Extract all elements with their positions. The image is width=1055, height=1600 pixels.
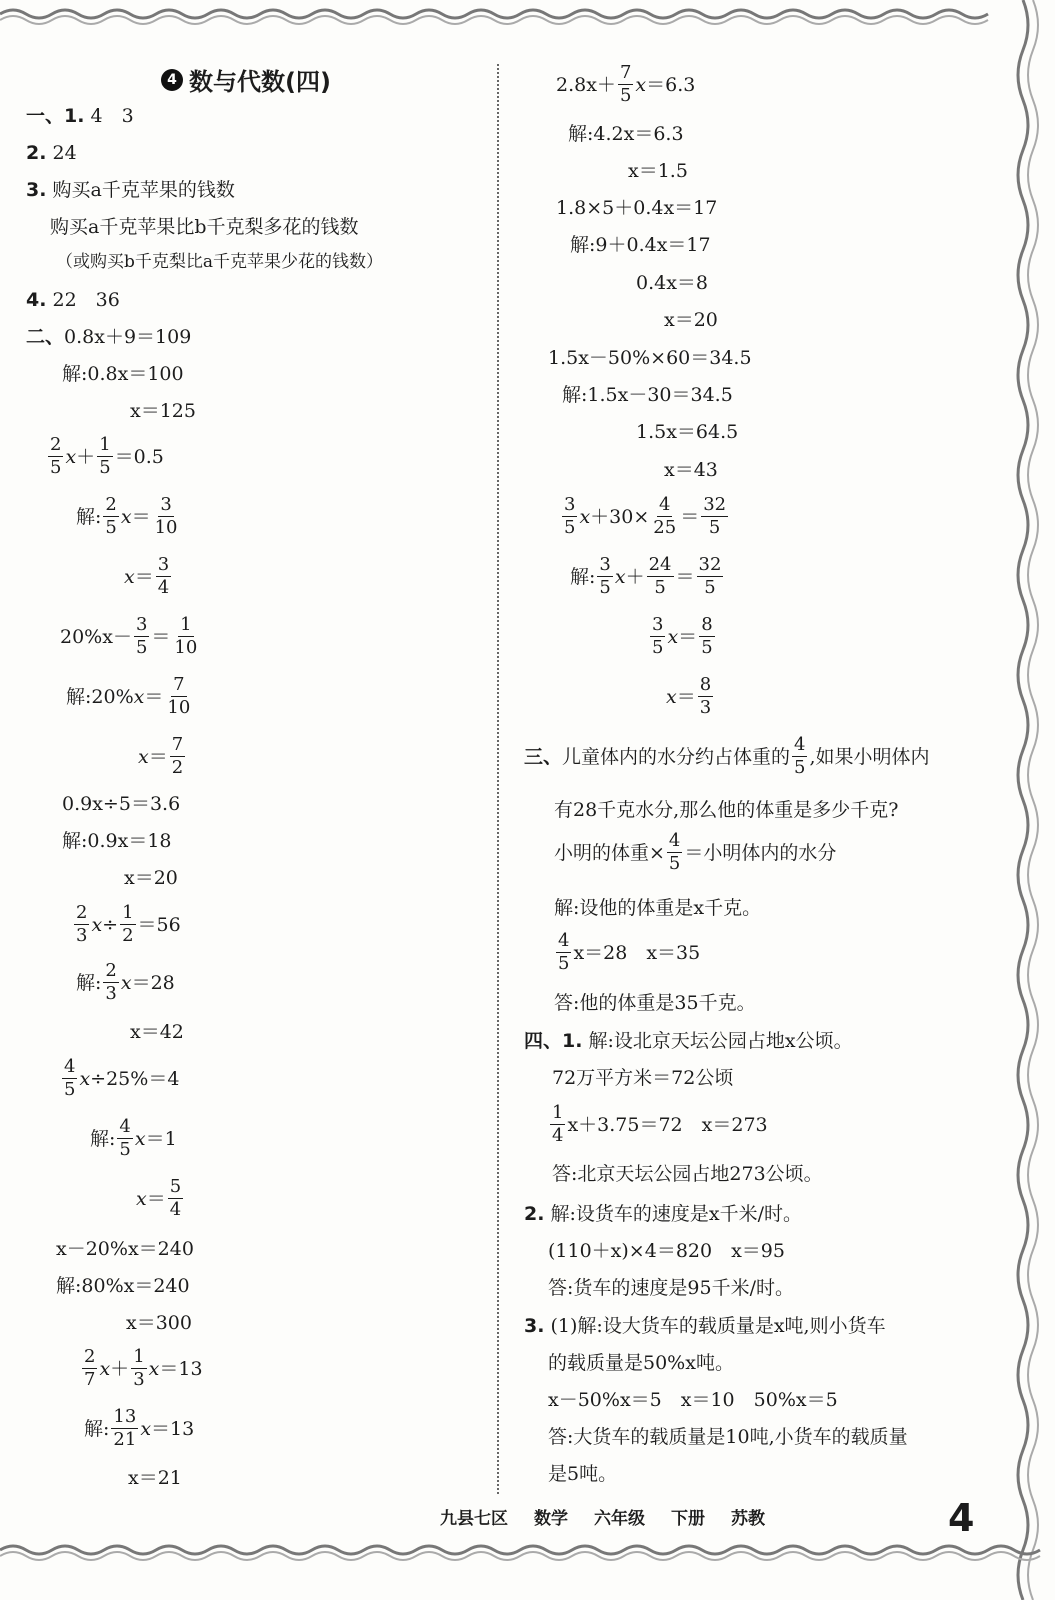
- eq-12-step-2: 3 5 x ＝ 8 5: [652, 614, 713, 658]
- problem-4-2-let: 2. 解:设货车的速度是x千米/时。: [524, 1203, 803, 1225]
- eq-8: 2 7 x ＋ 1 3 x ＝13: [84, 1346, 203, 1390]
- column-divider: [497, 64, 499, 1494]
- eq-4-step-2: x＝20: [124, 867, 178, 889]
- footer-edition: 苏教: [731, 1509, 765, 1529]
- eq-6-step-2: x ＝ 5 4: [136, 1176, 182, 1220]
- answer-1-3-line3: （或购买b千克梨比a千克苹果少花的钱数）: [56, 252, 384, 272]
- eq-9-step-1: 解:4.2x＝6.3: [568, 123, 684, 145]
- problem-3-relation: 小明的体重× $\frac{4}{5}$ ＝小明体内的水分: [554, 830, 837, 874]
- eq-9-step-2: x＝1.5: [628, 160, 688, 182]
- problem-4-3-let-line2: 的载质量是50%x吨。: [548, 1352, 734, 1374]
- eq-4: 0.9x÷5＝3.6: [62, 793, 181, 815]
- eq-1-step-1: 解:0.8x＝100: [62, 363, 184, 385]
- eq-10-step-3: x＝20: [664, 309, 718, 331]
- answer-1-2: 2. 24: [26, 142, 77, 164]
- problem-3-answer: 答:他的体重是35千克。: [554, 992, 756, 1014]
- eq-6: 4 5 x ÷25%＝4: [64, 1056, 180, 1100]
- eq-7-step-2: x＝300: [126, 1312, 192, 1334]
- eq-2-step-1: 解: 2 5 x ＝ 3 10: [76, 494, 178, 538]
- eq-11: 1.5x－50%×60＝34.5: [548, 347, 752, 369]
- eq-1: 二、 0.8x＋9＝109: [26, 326, 192, 348]
- problem-4-2-equation: (110＋x)×4＝820 x＝95: [548, 1240, 785, 1262]
- eq-12-step-3: x ＝ 8 3: [666, 674, 712, 718]
- answer-1-1: 一、1. 4 3: [26, 105, 134, 127]
- eq-1-step-2: x＝125: [130, 400, 196, 422]
- page-footer: [440, 1504, 765, 1529]
- problem-4-1-let: 四、1. 解:设北京天坛公园占地x公顷。: [524, 1030, 853, 1052]
- eq-3-step-2: x ＝ 7 2: [138, 734, 184, 778]
- eq-10-step-2: 0.4x＝8: [636, 272, 709, 294]
- eq-10-step-1: 解:9＋0.4x＝17: [570, 234, 711, 256]
- eq-11-step-2: 1.5x＝64.5: [636, 421, 739, 443]
- problem-3-line1: 三、 儿童体内的水分约占体重的 4 5 ,如果小明体内: [524, 734, 930, 778]
- problem-4-2-answer: 答:货车的速度是95千米/时。: [548, 1277, 794, 1299]
- problem-4-1-answer: 答:北京天坛公园占地273公顷。: [552, 1163, 823, 1185]
- eq-10: 1.8×5＋0.4x＝17: [556, 197, 718, 219]
- answer-1-3-line2: 购买a千克苹果比b千克梨多花的钱数: [50, 216, 359, 238]
- footer-region: 九县七区: [440, 1509, 508, 1529]
- eq-6-step-1: 解: 4 5 x ＝1: [90, 1116, 177, 1160]
- eq-2: 2 5 x ＋ 1 5 ＝0.5: [50, 434, 164, 478]
- page-title: 数与代数(四): [189, 68, 331, 96]
- footer-grade: 六年级: [594, 1509, 645, 1529]
- problem-3-let: 解:设他的体重是x千克。: [554, 897, 762, 919]
- answer-1-3: 3. 购买a千克苹果的钱数: [26, 179, 235, 201]
- eq-7-step-1: 解:80%x＝240: [56, 1275, 190, 1297]
- eq-5-step-2: x＝42: [130, 1021, 184, 1043]
- section-badge: 4: [161, 69, 183, 91]
- problem-4-3-let: 3. (1)解:设大货车的载质量是x吨,则小货车: [524, 1315, 886, 1337]
- eq-7: x－20%x＝240: [56, 1238, 194, 1260]
- eq-3: 20%x－ 3 5 ＝ 1 10: [60, 614, 198, 658]
- problem-4-1-convert: 72万平方米＝72公顷: [552, 1067, 734, 1089]
- eq-9: 2.8x＋ 7 5 x ＝6.3: [556, 62, 696, 106]
- eq-11-step-3: x＝43: [664, 459, 718, 481]
- footer-volume: 下册: [671, 1509, 705, 1529]
- section-title: [161, 62, 331, 97]
- eq-3-step-1: 解:20% x ＝ 7 10: [66, 674, 191, 718]
- bottom-wave-border: [0, 1538, 1055, 1568]
- problem-3-equation: 4 5 x＝28 x＝35: [558, 930, 701, 974]
- eq-12-step-1: 解: 3 5 x ＋ 24 5 ＝ 32 5: [570, 554, 722, 598]
- eq-8-step-1: 解: 13 21 x ＝13: [84, 1406, 195, 1450]
- eq-11-step-1: 解:1.5x－30＝34.5: [562, 384, 733, 406]
- eq-5-step-1: 解: 2 3 x ＝28: [76, 960, 175, 1004]
- top-wave-border: [0, 0, 1055, 30]
- eq-5: 2 3 x ÷ 1 2 ＝56: [76, 902, 181, 946]
- eq-12: 3 5 x ＋30× 4 25 ＝ 32 5: [564, 494, 727, 538]
- answer-1-4: 4. 22 36: [26, 289, 120, 311]
- eq-2-step-2: x ＝ 3 4: [124, 554, 170, 598]
- eq-8-step-2: x＝21: [128, 1467, 182, 1489]
- problem-4-1-equation: 1 4 x＋3.75＝72 x＝273: [552, 1102, 768, 1146]
- right-wave-border: [995, 0, 1055, 1600]
- problem-3-line2: 有28千克水分,那么他的体重是多少千克?: [554, 799, 899, 821]
- eq-4-step-1: 解:0.9x＝18: [62, 830, 172, 852]
- page-number: 4: [948, 1496, 975, 1540]
- problem-4-3-equation: x－50%x＝5 x＝10 50%x＝5: [548, 1389, 838, 1411]
- footer-subject: 数学: [534, 1509, 568, 1529]
- problem-4-3-answer-line2: 是5吨。: [548, 1463, 618, 1485]
- problem-4-3-answer: 答:大货车的载质量是10吨,小货车的载质量: [548, 1426, 908, 1448]
